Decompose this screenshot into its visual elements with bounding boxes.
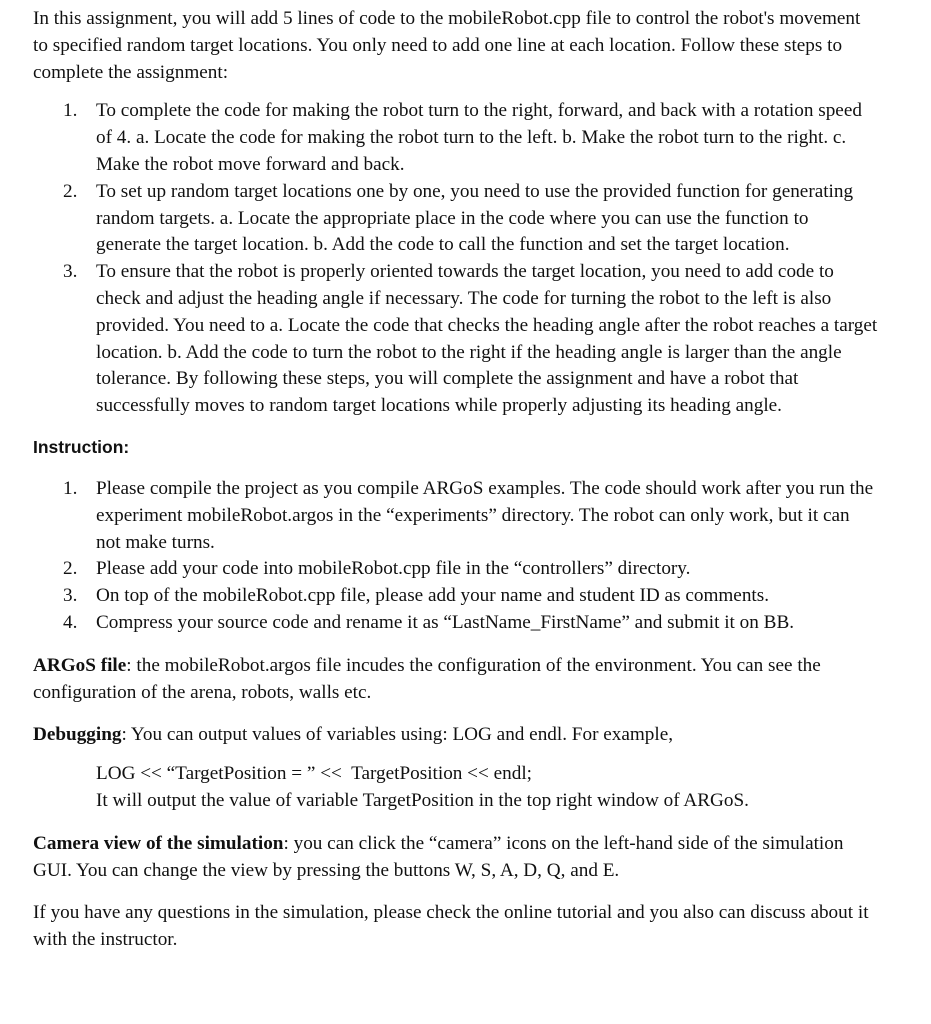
instruction-item — [33, 476, 878, 556]
intro-paragraph: In this assignment, you will add 5 lines of code to the mobileRobot.cpp file to control the robot's movement to specified random target locations. You only need to add one line at each location. Follow these steps to complete the assignment: — [33, 8, 861, 83]
step-number: 3. — [63, 261, 78, 283]
step-number: 1. — [63, 100, 78, 122]
camera-text: : you can click the “camera” icons on the left-hand side of the simulation GUI. You can change the view by pressing the buttons W, S, A, D, Q, and E. — [33, 832, 844, 881]
instructions-list — [33, 476, 878, 637]
step-item — [33, 98, 878, 178]
instruction-number: 2. — [63, 558, 78, 580]
instruction-number: 3. — [63, 585, 78, 607]
instruction-number: 4. — [63, 611, 78, 633]
code-line-text: LOG << “TargetPosition = ” << TargetPosition << endl; — [96, 763, 532, 785]
assignment-document — [33, 6, 878, 954]
step-number: 2. — [63, 180, 78, 202]
camera-paragraph — [33, 831, 878, 885]
camera-label: Camera view of the simulation — [33, 832, 284, 854]
instruction-item — [33, 610, 878, 637]
instruction-item — [33, 583, 878, 610]
debugging-label: Debugging — [33, 724, 122, 746]
step-item — [33, 259, 878, 420]
code-example — [33, 761, 878, 815]
closing-paragraph: If you have any questions in the simulation, please check the online tutorial and you also can discuss about it with the instructor. — [33, 902, 869, 951]
step-text: To ensure that the robot is properly oriented towards the target location, you need to add code to check and adjust the heading angle if necessary. The code for turning the robot to the left is also provided. You need to a. Locate the code that checks the heading angle after the robot reaches a target location. b. Add the code to turn the robot to the right if the heading angle is larger than the angle tolerance. By following these steps, you will complete the assignment and have a robot that successfully moves to random target locations while properly adjusting its heading angle. — [96, 261, 878, 417]
instruction-number: 1. — [63, 477, 78, 499]
debugging-paragraph — [33, 722, 878, 749]
debugging-text: : You can output values of variables using: LOG and endl. For example, — [121, 724, 674, 746]
instruction-item — [33, 556, 878, 583]
instruction-heading: Instruction: — [33, 436, 130, 457]
step-item — [33, 179, 878, 259]
step-text: To complete the code for making the robot turn to the right, forward, and back with a rotation speed of 4. a. Locate the code for making the robot turn to the left. b. Make the robot turn to the right. c. Make the robot move forward and back. — [96, 100, 862, 175]
steps-list — [33, 98, 878, 420]
argos-file-text: : the mobileRobot.argos file incudes the configuration of the environment. You can see the configuration of the arena, robots, walls etc. — [33, 654, 821, 703]
instruction-text: On top of the mobileRobot.cpp file, please add your name and student ID as comments. — [96, 585, 770, 607]
instruction-text: Compress your source code and rename it as “LastName_FirstName” and submit it on BB. — [96, 611, 795, 633]
instruction-text: Please compile the project as you compile ARGoS examples. The code should work after you run the experiment mobileRobot.argos in the “experiments” directory. The robot can only work, but it can not make turns. — [96, 477, 874, 553]
step-text: To set up random target locations one by one, you need to use the provided function for generating random targets. a. Locate the appropriate place in the code where you can use the function to generate the target location. b. Add the code to call the function and set the target location. — [96, 180, 854, 256]
argos-file-paragraph — [33, 653, 878, 707]
code-line — [96, 761, 878, 788]
argos-file-label: ARGoS file — [33, 654, 127, 676]
code-explanation: It will output the value of variable TargetPosition in the top right window of ARGoS. — [96, 789, 749, 811]
instruction-text: Please add your code into mobileRobot.cpp file in the “controllers” directory. — [96, 558, 691, 580]
